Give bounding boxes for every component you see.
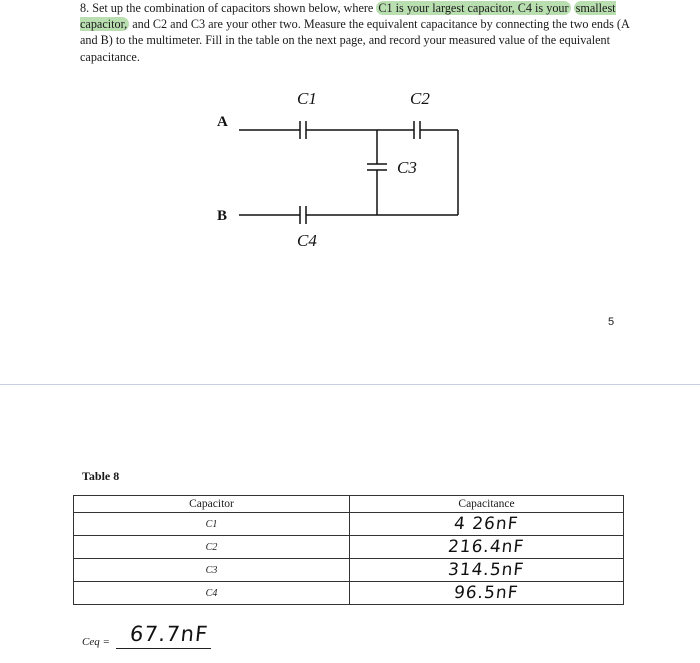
label-c1: C1	[297, 89, 317, 108]
handwritten-value: 96.5nF	[453, 583, 520, 603]
label-b: B	[217, 208, 228, 224]
table-row	[74, 536, 624, 559]
label-c4: C4	[297, 231, 317, 250]
ceq-label: Ceq =	[82, 636, 110, 648]
handwritten-value: 216.4nF	[447, 537, 526, 557]
row-capacitor: C3	[74, 559, 350, 582]
ceq-underline	[116, 648, 211, 649]
table-row	[74, 559, 624, 582]
highlight-2: smallest capacitor,	[80, 1, 616, 32]
problem-text-1: Set up the combination of capacitors shown below, where	[92, 1, 374, 15]
capacitance-table	[73, 495, 624, 605]
row-capacitance	[350, 536, 624, 559]
ceq-value: 67.7nF	[128, 622, 210, 646]
label-c3: C3	[397, 158, 417, 177]
page-number: 5	[608, 316, 615, 328]
problem-number: 8.	[80, 1, 90, 15]
row-capacitor: C4	[74, 582, 350, 605]
row-capacitance	[350, 559, 624, 582]
handwritten-value: 4 26nF	[453, 514, 520, 534]
highlight-1: C1 is your largest capacitor, C4 is your	[378, 1, 569, 15]
row-capacitance	[350, 582, 624, 605]
circuit-diagram	[0, 0, 700, 280]
label-c2: C2	[410, 89, 430, 108]
problem-text-2: and C2 and C3 are your other two. Measure the equivalent capacitance by connecting the two ends (A and B) to the multimeter. Fill in the table on the next page, and record your measured value of the equivalent capacitance.	[80, 17, 630, 64]
page-divider	[0, 384, 700, 385]
table-row	[74, 513, 624, 536]
table-row	[74, 582, 624, 605]
row-capacitor: C1	[74, 513, 350, 536]
table-header-row	[74, 496, 624, 513]
label-a: A	[217, 114, 228, 130]
row-capacitor: C2	[74, 536, 350, 559]
row-capacitance	[350, 513, 624, 536]
handwritten-value: 314.5nF	[447, 560, 526, 580]
table-caption: Table 8	[82, 469, 120, 483]
header-capacitance: Capacitance	[350, 496, 624, 513]
header-capacitor: Capacitor	[74, 496, 350, 513]
